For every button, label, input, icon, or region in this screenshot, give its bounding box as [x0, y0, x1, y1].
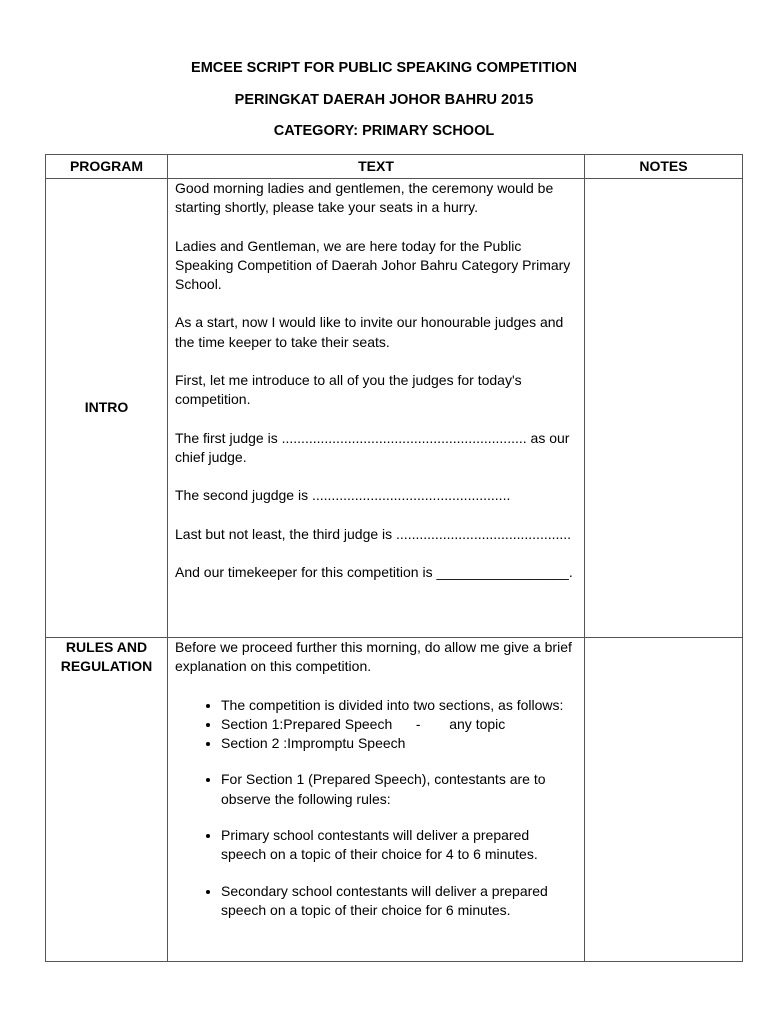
rules-intro-paragraph: Before we proceed further this morning, do allow me give a brief explanation on this competition.	[175, 639, 572, 675]
table-header-row	[46, 155, 743, 179]
table-row-intro	[46, 179, 743, 638]
notes-intro	[585, 179, 743, 638]
program-rules: RULES AND REGULATION	[46, 638, 168, 962]
section-topic: any topic	[449, 715, 506, 732]
intro-paragraph: As a start, now I would like to invite our honourable judges and the time keeper to take their seats.	[175, 314, 564, 350]
rules-list	[175, 696, 577, 921]
list-item: • Secondary school contestants will deliver a prepared speech on a topic of their choice for 6 minutes.	[221, 882, 577, 921]
document-title: EMCEE SCRIPT FOR PUBLIC SPEAKING COMPETITION	[191, 60, 577, 76]
intro-paragraph: And our timekeeper for this competition is _________________.	[175, 563, 573, 580]
notes-rules	[585, 638, 743, 962]
list-item: • For Section 1 (Prepared Speech), contestants are to observe the following rules:	[221, 770, 577, 809]
header-text: TEXT	[168, 155, 585, 179]
intro-paragraph: First, let me introduce to all of you the judges for today's competition.	[175, 372, 522, 408]
header-program: PROGRAM	[46, 155, 168, 179]
list-item: • The competition is divided into two sections, as follows:	[221, 696, 577, 715]
intro-paragraph: Ladies and Gentleman, we are here today for the Public Speaking Competition of Daerah Johor Bahru Category Primary School.	[175, 237, 571, 293]
intro-paragraph: Good morning ladies and gentlemen, the ceremony would be starting shortly, please take your seats in a hurry.	[175, 180, 554, 216]
document-category: CATEGORY: PRIMARY SCHOOL	[273, 123, 495, 139]
intro-paragraph: Last but not least, the third judge is .............................................	[175, 525, 572, 542]
intro-text-cell	[168, 179, 585, 638]
section-label: Section 1:Prepared Speech	[221, 715, 393, 732]
rules-text-cell	[168, 638, 585, 962]
table-row-rules	[46, 638, 743, 962]
document-level: PERINGKAT DAERAH JOHOR BAHRU 2015	[234, 92, 534, 108]
intro-paragraph: The first judge is ............................................................... as our chief judge.	[175, 429, 570, 465]
list-item	[221, 715, 577, 734]
section-dash: -	[415, 715, 421, 732]
emcee-script-table	[45, 154, 743, 962]
list-item: • Primary school contestants will deliver a prepared speech on a topic of their choice for 4 to 6 minutes.	[221, 826, 577, 865]
header-notes: NOTES	[585, 155, 743, 179]
intro-paragraph: The second jugdge is ...................................................	[175, 487, 511, 504]
list-item: • Section 2 :Impromptu Speech	[221, 734, 577, 753]
program-intro: INTRO	[46, 179, 168, 638]
